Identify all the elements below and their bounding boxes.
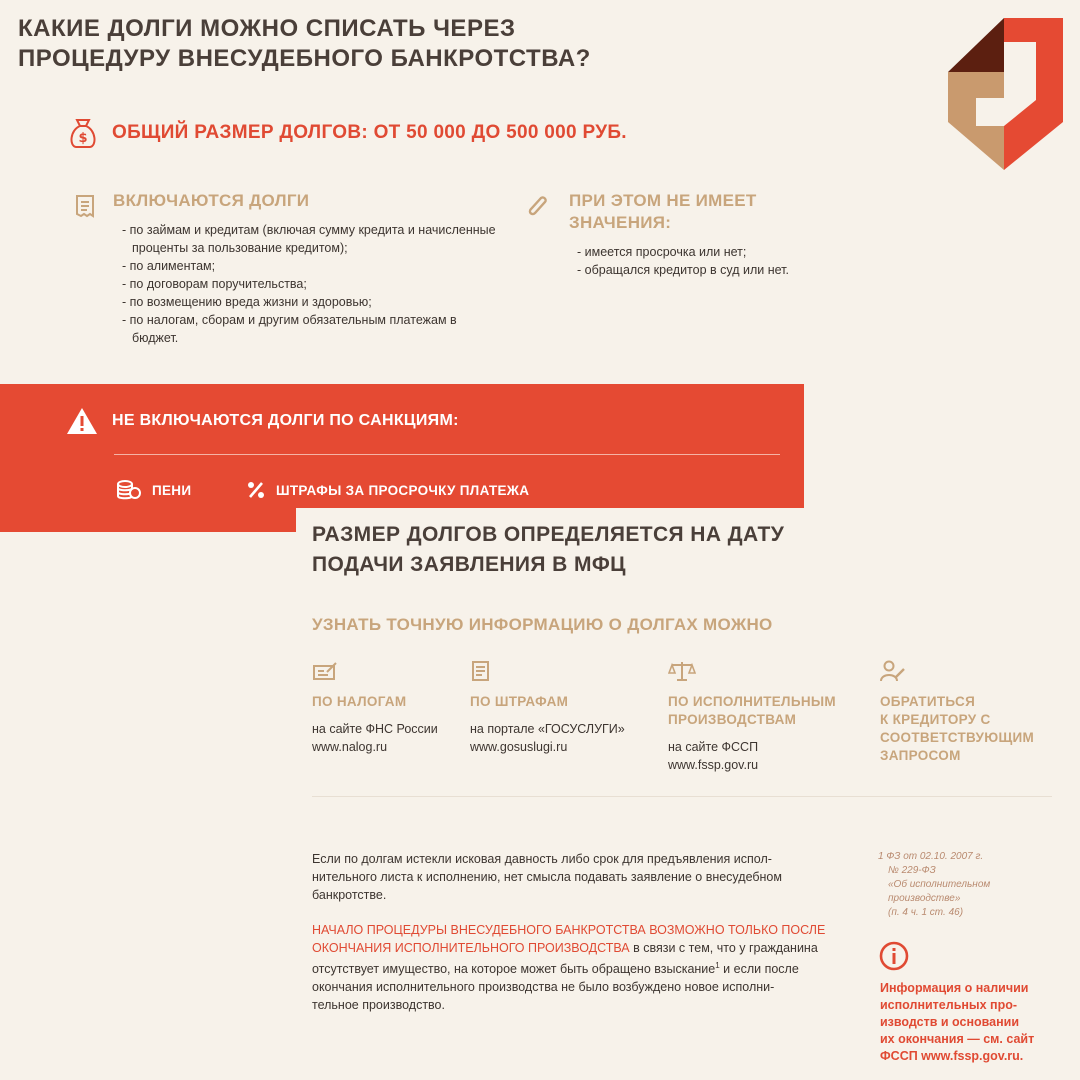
irrelevant-heading-line-1: ПРИ ЭТОМ НЕ ИМЕЕТ [569,191,757,210]
paragraph-text: отсутствует имущество, на которое может быть обращено взыскание [312,962,716,977]
list-item: - по займам и кредитам (включая сумму кредита и начисленные проценты за пользование кредитом); [118,221,498,257]
source-title: ПО НАЛОГАМ [312,694,407,709]
source-link-gosuslugi: www.gosuslugi.ru [470,740,568,754]
source-title [668,693,868,729]
money-bag-icon [66,116,100,150]
footnote-line: производстве» [888,893,961,904]
irrelevant-heading-line-2: ЗНАЧЕНИЯ: [569,213,672,232]
source-text-line: на портале «ГОСУСЛУГИ» [470,722,625,736]
date-note [312,520,872,580]
tax-icon [312,660,338,682]
paragraph-line: нительного листа к исполнению, нет смысла подавать заявление о внесудебном [312,870,782,884]
total-debt-row [66,116,627,150]
sanction-label: ПЕНИ [152,482,192,498]
paragraph-text: в связи с тем, что у гражданина [629,941,818,955]
sanctions-heading: НЕ ВКЛЮЧАЮТСЯ ДОЛГИ ПО САНКЦИЯМ: [112,412,459,429]
fssp-info-note [880,980,1070,1065]
paragraph-line: тельное производство. [312,998,445,1013]
paragraph-line: банкротстве. [312,888,387,902]
included-heading: ВКЛЮЧАЮТСЯ ДОЛГИ [113,191,310,210]
list-item: - обращался кредитор в суд или нет. [573,261,793,279]
source-title: ПО ШТРАФАМ [470,694,569,709]
sanction-item-penalties [116,478,191,502]
footnote-ref: 1 [715,961,720,970]
footnote [878,850,1058,920]
procedure-paragraph [312,921,872,1014]
coins-icon [116,478,142,502]
warning-icon [66,406,98,436]
receipt-icon [74,194,96,218]
source-title-line: К КРЕДИТОРУ С [880,712,991,727]
source-link-nalog: www.nalog.ru [312,740,388,754]
source-column-taxes [312,660,462,756]
paragraph-highlight: НАЧАЛО ПРОЦЕДУРЫ ВНЕСУДЕБНОГО БАНКРОТСТВА ВОЗМОЖНО ТОЛЬКО ПОСЛЕ [312,923,826,937]
side-info-line: ФССП www.fssp.gov.ru. [880,1049,1024,1063]
source-title-line: ЗАПРОСОМ [880,748,961,763]
paragraph-line [312,957,872,978]
source-text [470,720,650,756]
scales-icon [668,660,696,682]
source-title-line: ПО ИСПОЛНИТЕЛЬНЫМ [668,694,836,709]
paragraph-highlight: ОКОНЧАНИЯ ИСПОЛНИТЕЛЬНОГО ПРОИЗВОДСТВА [312,941,630,955]
section-divider [312,796,1052,797]
irrelevant-heading [569,190,757,234]
paragraph-line: Если по долгам истекли исковая давность либо срок для предъявления испол- [312,852,772,866]
date-note-line-1: РАЗМЕР ДОЛГОВ ОПРЕДЕЛЯЕТСЯ НА ДАТУ [312,523,785,546]
side-info-line: Информация о наличии [880,981,1029,995]
list-item: - по алиментам; [118,257,498,275]
percent-icon [246,478,266,502]
title-line-2: ПРОЦЕДУРУ ВНЕСУДЕБНОГО БАНКРОТСТВА? [18,45,591,72]
source-title [880,693,1070,765]
source-title-line: ПРОИЗВОДСТВАМ [668,712,797,727]
source-title-line: СООТВЕТСТВУЮЩИМ [880,730,1035,745]
irrelevant-list [573,243,793,279]
footnote-line: «Об исполнительном [888,879,991,890]
source-text-line: на сайте ФНС России [312,722,438,736]
sanction-item-fines [246,478,529,502]
paperclip-icon [524,192,550,220]
limitation-paragraph [312,850,872,904]
list-item: - по возмещению вреда жизни и здоровью; [118,293,498,311]
total-debt-text: ОБЩИЙ РАЗМЕР ДОЛГОВ: ОТ 50 000 ДО 500 000 РУБ. [112,122,627,143]
info-icon [878,940,910,972]
list-item: - по налогам, сборам и другим обязательным платежам в бюджет. [118,311,498,347]
page-title [18,14,918,74]
side-info-line: исполнительных про- [880,998,1018,1012]
list-item: - имеется просрочка или нет; [573,243,793,261]
source-link-fssp: www.fssp.gov.ru [668,758,759,772]
sanctions-heading-row [66,406,459,436]
svg-text:$: $ [78,131,88,146]
sanction-label: ШТРАФЫ ЗА ПРОСРОЧКУ ПЛАТЕЖА [276,482,530,498]
paragraph-text: и если после [719,962,799,977]
source-column-fines [470,660,650,756]
footnote-line: (п. 4 ч. 1 ст. 46) [888,907,964,918]
mfc-logo [948,18,1063,170]
source-column-creditor [880,660,1070,765]
source-text [668,738,868,774]
document-icon [470,660,492,682]
source-text [312,720,462,756]
side-info-line: их окончания — см. сайт [880,1032,1035,1046]
source-title-line: ОБРАТИТЬСЯ [880,694,976,709]
footnote-line: 1 ФЗ от 02.10. 2007 г. [878,851,984,862]
title-line-1: КАКИЕ ДОЛГИ МОЖНО СПИСАТЬ ЧЕРЕЗ [18,15,516,42]
date-note-line-2: ПОДАЧИ ЗАЯВЛЕНИЯ В МФЦ [312,553,626,576]
footnote-line: № 229-ФЗ [888,865,936,876]
source-text-line: на сайте ФССП [668,740,759,754]
paragraph-line: окончания исполнительного производства не было возбуждено новое исполни- [312,980,775,995]
list-item: - по договорам поручительства; [118,275,498,293]
info-sources-heading: УЗНАТЬ ТОЧНУЮ ИНФОРМАЦИЮ О ДОЛГАХ МОЖНО [312,615,773,634]
person-edit-icon [880,660,906,682]
included-list [118,221,498,347]
source-column-enforcement [668,660,868,774]
band-divider [114,454,780,455]
side-info-line: изводств и основании [880,1015,1020,1029]
paragraph-line [312,939,872,957]
